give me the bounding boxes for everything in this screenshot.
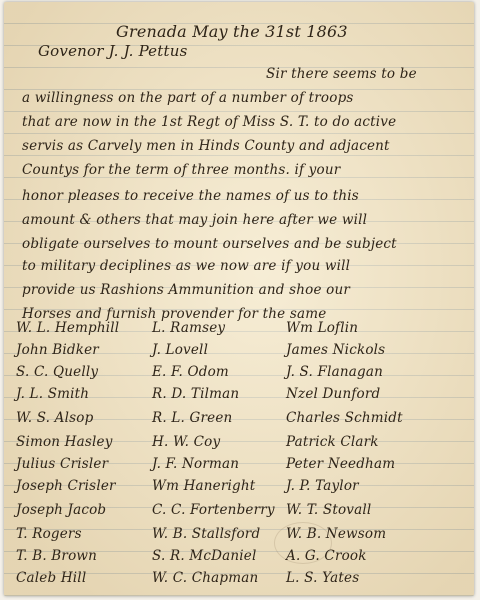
letter-body-line: provide us Rashions Ammunition and shoe our [22, 282, 351, 298]
signature: Julius Crisler [16, 456, 109, 472]
signature: W. B. Newsom [286, 526, 387, 542]
signature: S. C. Quelly [16, 364, 99, 380]
signature: T. B. Brown [16, 548, 98, 564]
signature: C. C. Fortenberry [152, 502, 275, 518]
signature: J. Lovell [152, 342, 209, 358]
signature: J. P. Taylor [286, 478, 359, 494]
signature: S. R. McDaniel [152, 548, 257, 564]
signature: Charles Schmidt [286, 410, 403, 426]
addressee-line: Govenor J. J. Pettus [38, 42, 188, 60]
letter-body-line: to military deciplines as we now are if you will [22, 258, 351, 274]
letter-body-line: Countys for the term of three months. if your [22, 162, 341, 178]
signature: Joseph Crisler [16, 478, 116, 494]
letter-body-line: Horses and furnish provender for the same [22, 306, 327, 322]
signature: Wm Haneright [152, 478, 256, 494]
signature: J. F. Norman [152, 456, 240, 472]
signature: James Nickols [286, 342, 386, 358]
signature: L. S. Yates [286, 570, 360, 586]
signature: Wm Loflin [286, 320, 359, 336]
signature: Simon Hasley [16, 434, 113, 450]
signature: R. L. Green [152, 410, 233, 426]
signature: J. S. Flanagan [286, 364, 383, 380]
signature: John Bidker [16, 342, 99, 358]
signature: Nzel Dunford [286, 386, 381, 402]
signature: Peter Needham [286, 456, 396, 472]
signature: W. B. Stallsford [152, 526, 261, 542]
signature: W. L. Hemphill [16, 320, 120, 336]
signature: Caleb Hill [16, 570, 87, 586]
letter-body-line: servis as Carvely men in Hinds County and adjacent [22, 138, 390, 154]
signature: T. Rogers [16, 526, 82, 542]
signature: W. C. Chapman [152, 570, 259, 586]
letter-body-line: a willingness on the part of a number of troops [22, 90, 354, 106]
letter-sheet [4, 2, 474, 596]
letter-body-line: obligate ourselves to mount ourselves and be subject [22, 236, 397, 252]
letter-body-line: amount & others that may join here after we will [22, 212, 368, 228]
signature: Patrick Clark [286, 434, 379, 450]
date-line: Grenada May the 31st 1863 [116, 22, 348, 41]
signature: H. W. Coy [152, 434, 221, 450]
letter-body-line: honor pleases to receive the names of us to this [22, 188, 359, 204]
letter-body-line: that are now in the 1st Regt of Miss S. T. to do active [22, 114, 397, 130]
letter-body-line: Sir there seems to be [266, 66, 417, 82]
signature: J. L. Smith [16, 386, 90, 402]
signature: E. F. Odom [152, 364, 229, 380]
signature: R. D. Tilman [152, 386, 240, 402]
signature: W. S. Alsop [16, 410, 94, 426]
signature: L. Ramsey [152, 320, 226, 336]
signature: Joseph Jacob [16, 502, 107, 518]
signature: A. G. Crook [286, 548, 367, 564]
signature: W. T. Stovall [286, 502, 372, 518]
